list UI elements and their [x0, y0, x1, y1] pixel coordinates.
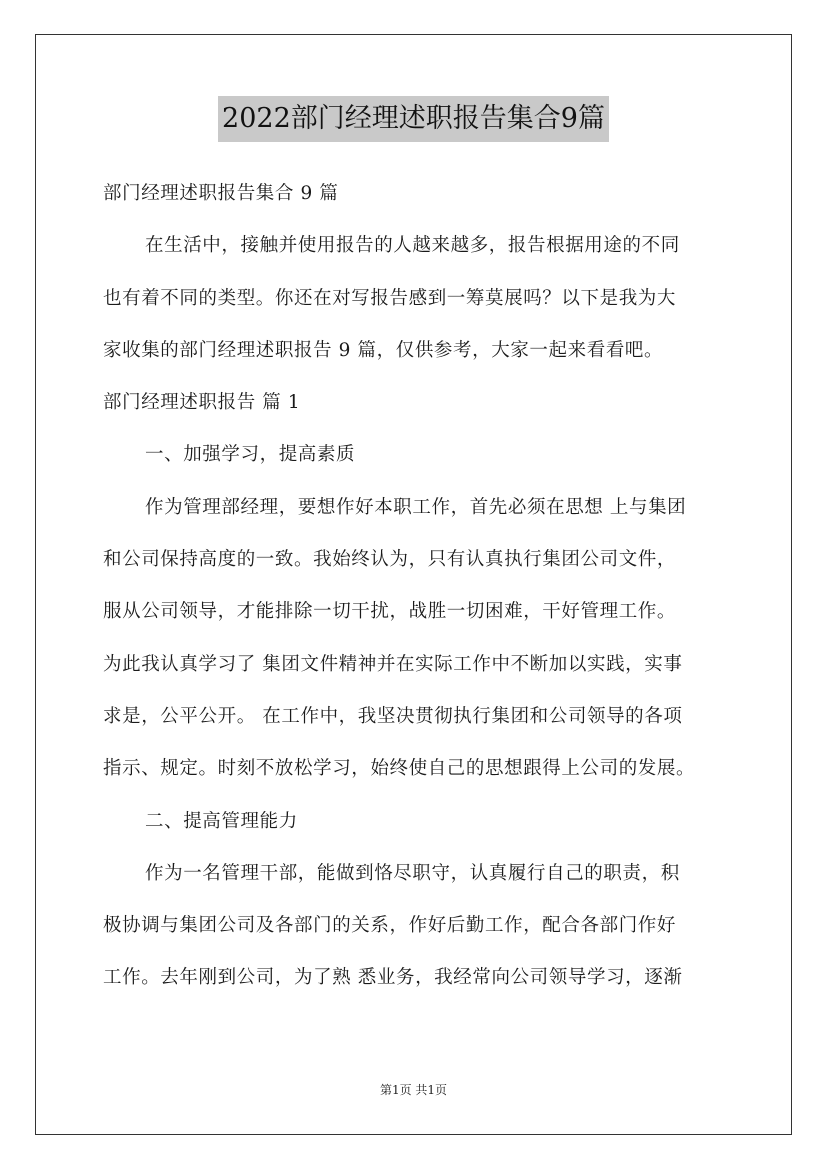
- paragraph-line: 为此我认真学习了 集团文件精神并在实际工作中不断加以实践，实事: [103, 653, 683, 675]
- paragraph-line: 指示、规定。时刻不放松学习，始终使自己的思想跟得上公司的发展。: [103, 758, 696, 780]
- paragraph-line: 作为管理部经理，要想作好本职工作，首先必须在思想 上与集团: [145, 496, 687, 518]
- paragraph-line: 极协调与集团公司及各部门的关系，作好后勤工作，配合各部门作好: [103, 915, 677, 937]
- paragraph-line: 家收集的部门经理述职报告 9 篇，仅供参考，大家一起来看看吧。: [103, 339, 664, 361]
- page-footer: 第1页 共1页: [379, 1083, 448, 1097]
- paragraph-line: 也有着不同的类型。你还在对写报告感到一筹莫展吗？以下是我为大: [103, 287, 677, 309]
- paragraph-line: 和公司保持高度的一致。我始终认为，只有认真执行集团公司文件，: [103, 549, 677, 571]
- document-body: [103, 168, 733, 1005]
- subsection-heading: 一、加强学习，提高素质: [145, 444, 356, 466]
- subtitle-line: 部门经理述职报告集合 9 篇: [103, 183, 339, 204]
- title-container: [0, 96, 827, 142]
- paragraph-line: 服从公司领导，才能排除一切干扰，战胜一切困难，干好管理工作。: [103, 601, 677, 623]
- subsection-heading: 二、提高管理能力: [145, 810, 298, 832]
- paragraph-line: 作为一名管理干部，能做到恪尽职守，认真履行自己的职责，积: [145, 862, 680, 884]
- section-heading: 部门经理述职报告 篇 1: [103, 392, 301, 414]
- document-title: 2022部门经理述职报告集合9篇: [218, 96, 609, 142]
- paragraph-line: 工作。去年刚到公司，为了熟 悉业务，我经常向公司领导学习，逐渐: [103, 967, 683, 989]
- paragraph-line: 在生活中，接触并使用报告的人越来越多，报告根据用途的不同: [145, 235, 680, 257]
- paragraph-line: 求是，公平公开。 在工作中，我坚决贯彻执行集团和公司领导的各项: [103, 705, 683, 727]
